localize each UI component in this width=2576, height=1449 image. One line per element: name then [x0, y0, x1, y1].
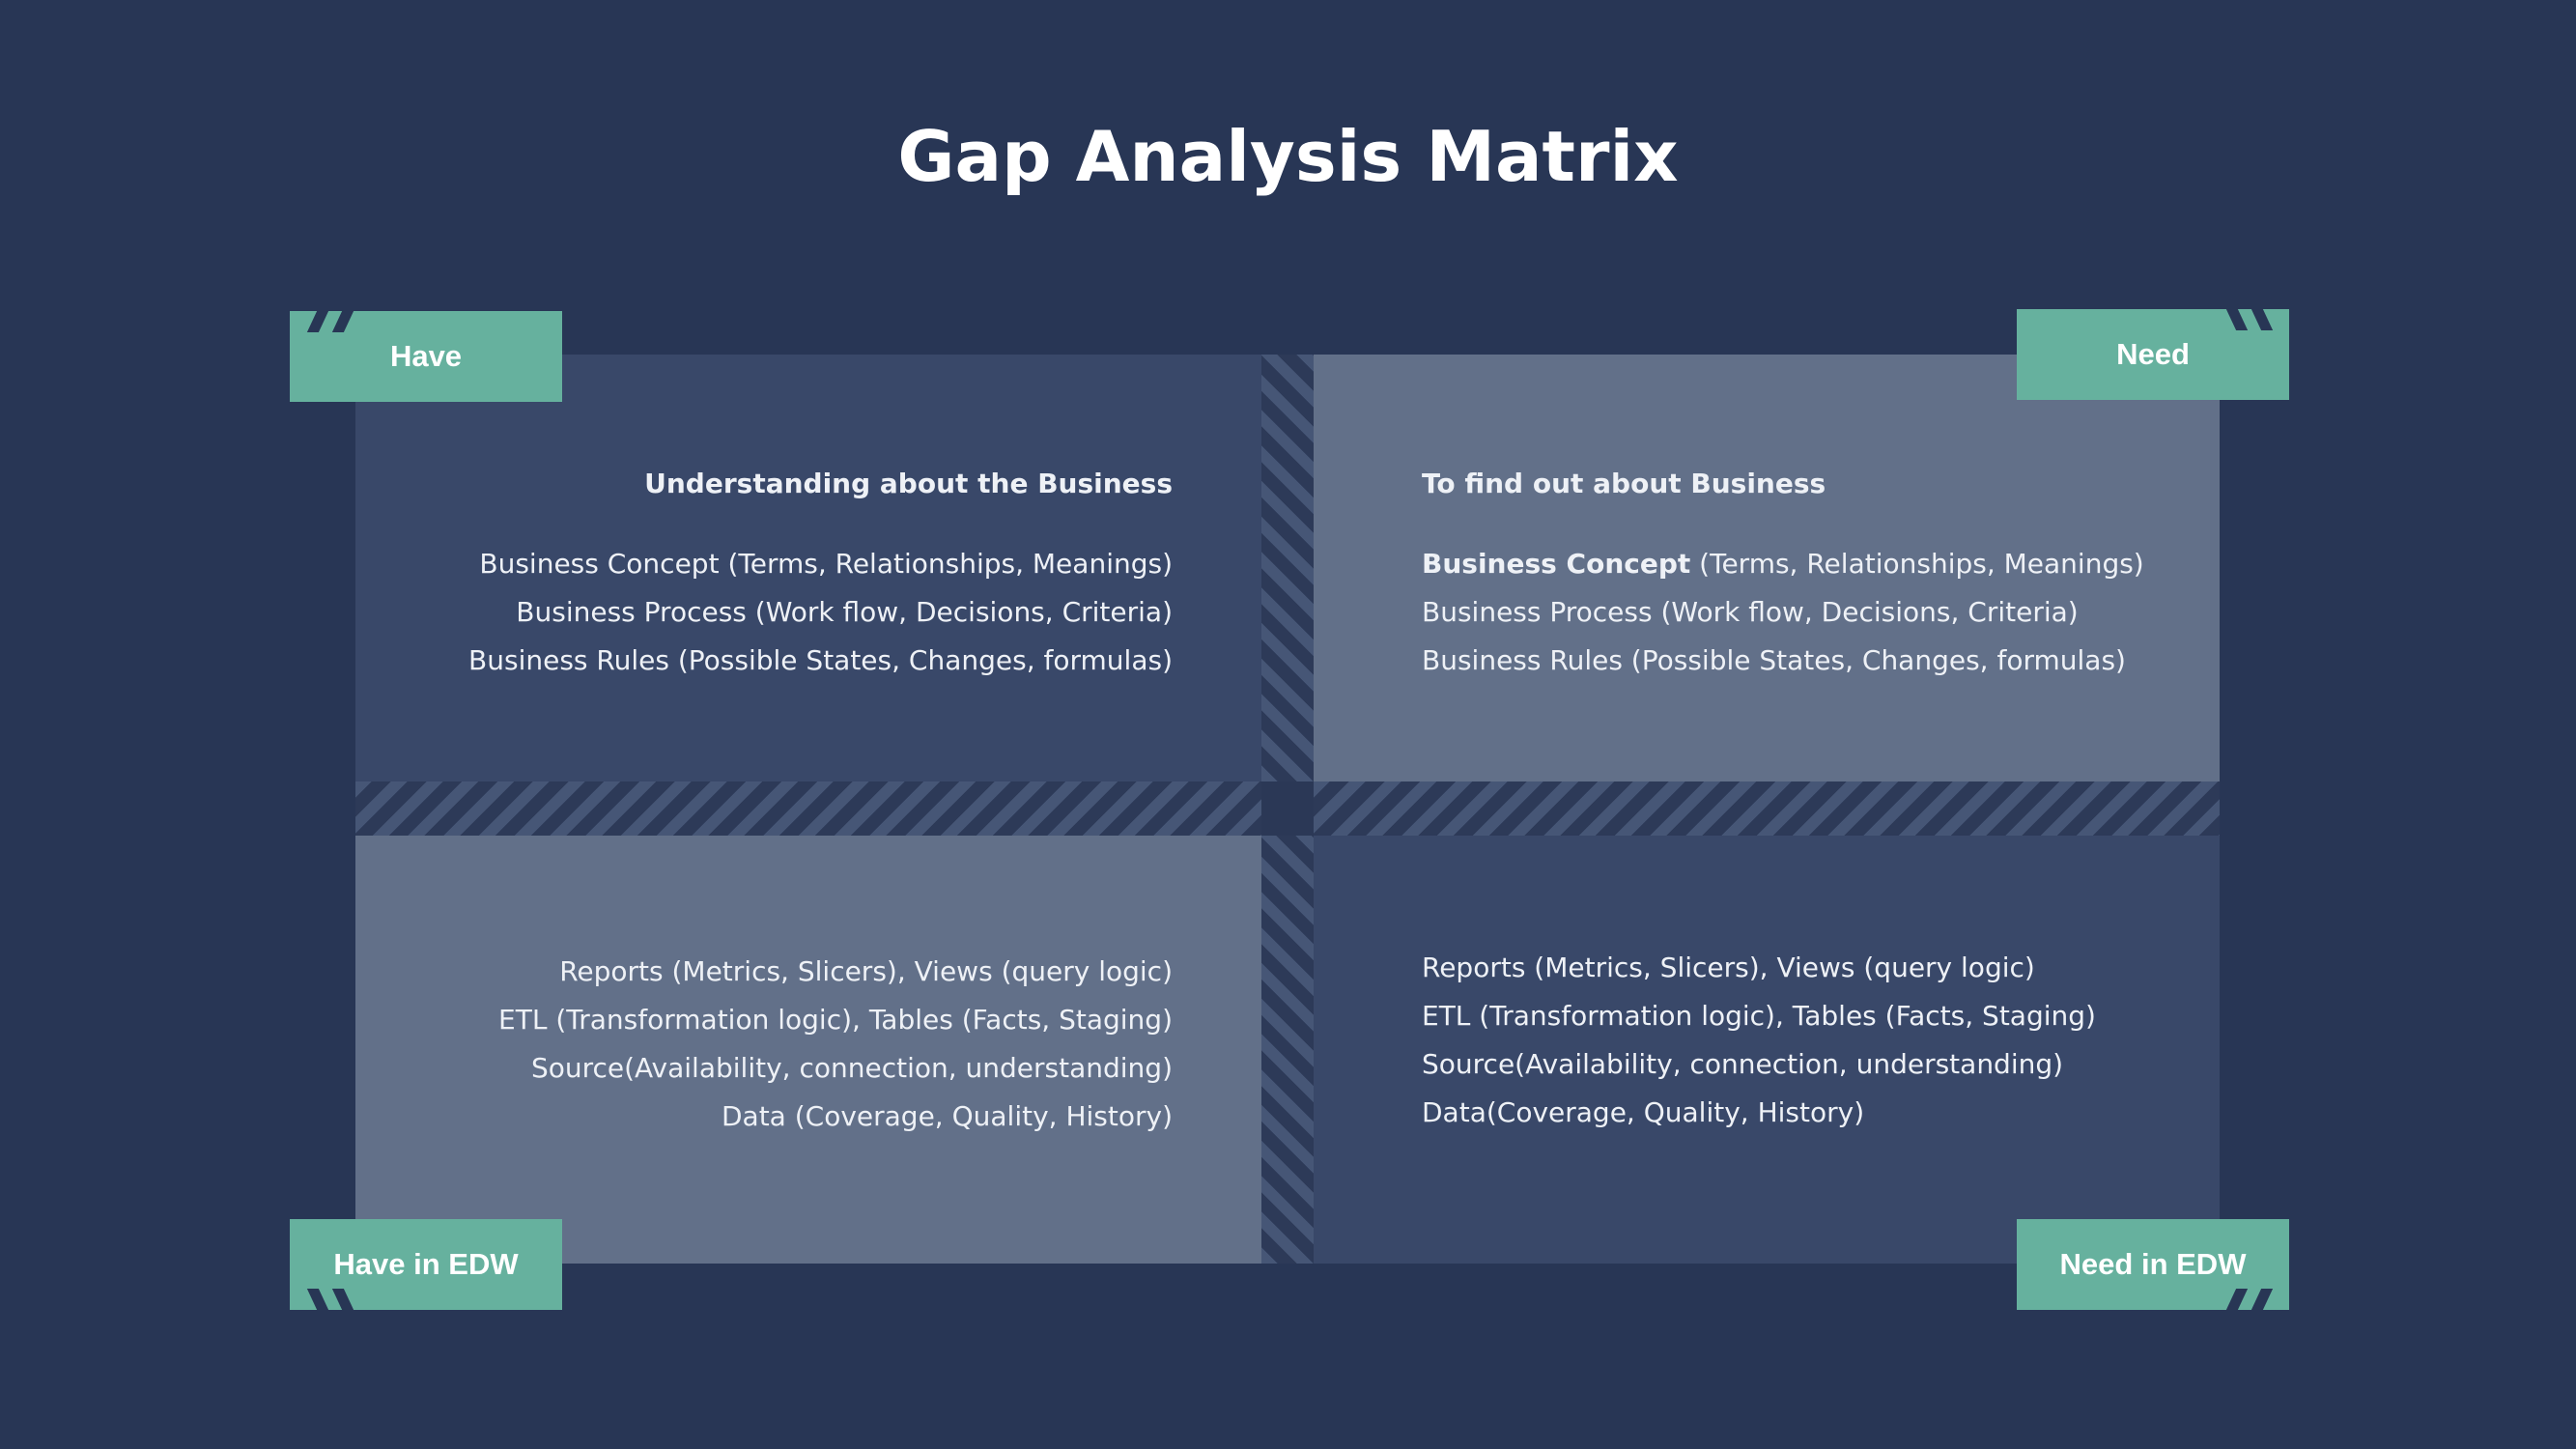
divider-center [1261, 781, 1314, 836]
have-edw-text-block [406, 948, 1173, 1141]
need-line-bold: Business Concept [1422, 548, 1691, 580]
have-line: Business Concept (Terms, Relationships, Meanings) [479, 548, 1173, 580]
need-edw-line: Source(Availability, connection, understanding) [1422, 1048, 2064, 1080]
label-need-in-edw-text: Need in EDW [2059, 1247, 2247, 1281]
have-line: Business Process (Work flow, Decisions, Criteria) [516, 596, 1173, 628]
need-edw-line: Data(Coverage, Quality, History) [1422, 1096, 1865, 1128]
need-line: Business Process (Work flow, Decisions, Criteria) [1422, 596, 2079, 628]
label-have-in-edw-text: Have in EDW [333, 1247, 519, 1281]
need-line [1422, 540, 2194, 588]
need-heading: To find out about Business [1422, 468, 1826, 499]
have-edw-line: Source(Availability, connection, understanding) [530, 1052, 1173, 1084]
need-edw-line: Reports (Metrics, Slicers), Views (query logic) [1422, 952, 2035, 983]
have-edw-line: Data (Coverage, Quality, History) [721, 1100, 1173, 1132]
need-line-rest: (Terms, Relationships, Meanings) [1690, 548, 2144, 580]
divider-horizontal-left [355, 781, 1261, 836]
have-heading: Understanding about the Business [644, 468, 1173, 499]
label-have-text: Have [389, 339, 463, 373]
page-title: Gap Analysis Matrix [897, 116, 1679, 197]
have-edw-line: Reports (Metrics, Slicers), Views (query logic) [559, 955, 1173, 987]
label-have-in-edw [290, 1219, 562, 1310]
label-have [290, 311, 562, 402]
label-need [2017, 309, 2289, 400]
need-edw-line: ETL (Transformation logic), Tables (Facts, Staging) [1422, 1000, 2096, 1032]
divider-vertical-bottom [1261, 836, 1314, 1264]
divider-vertical-top [1261, 355, 1314, 781]
label-need-text: Need [2116, 337, 2190, 371]
have-text-block [406, 460, 1173, 685]
have-edw-line: ETL (Transformation logic), Tables (Facts, Staging) [498, 1004, 1173, 1036]
need-text-block [1422, 460, 2194, 685]
have-line: Business Rules (Possible States, Changes, formulas) [468, 644, 1173, 676]
need-edw-text-block [1422, 944, 2194, 1137]
label-need-in-edw [2017, 1219, 2289, 1310]
divider-horizontal-right [1314, 781, 2220, 836]
need-line: Business Rules (Possible States, Changes, formulas) [1422, 644, 2126, 676]
